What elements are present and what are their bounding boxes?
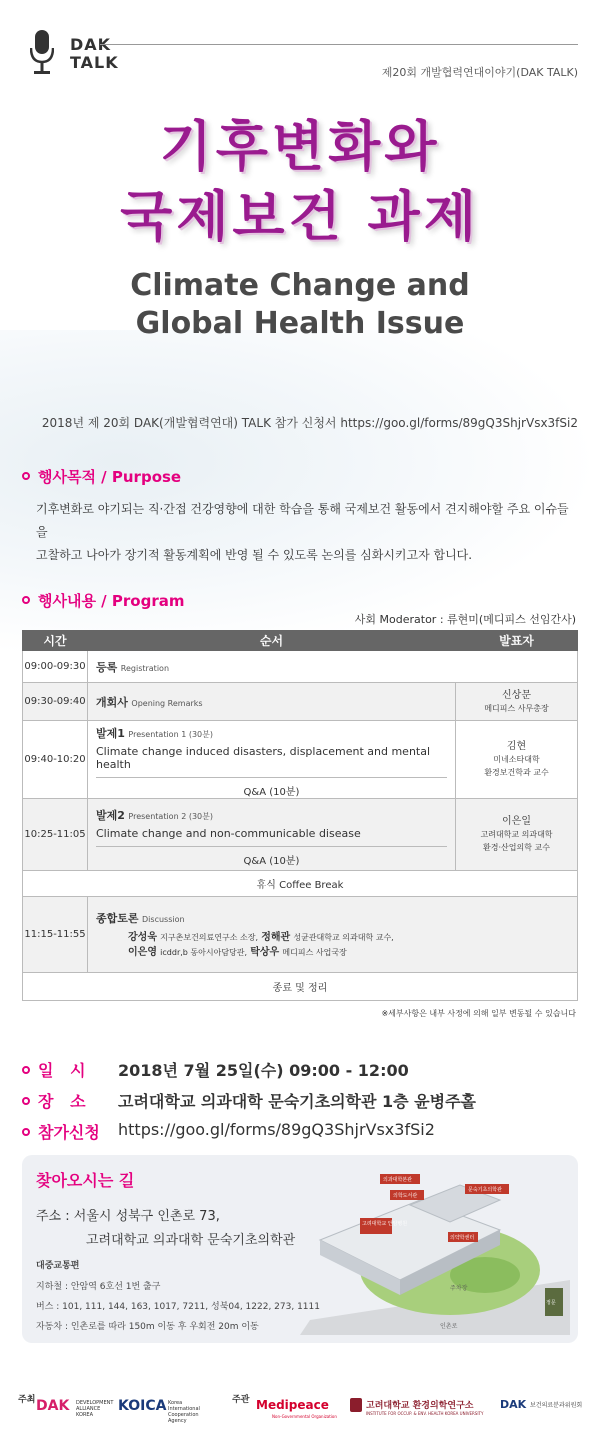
dak-health-logo: DAK (500, 1398, 527, 1411)
organizer-label: 주관 (232, 1395, 250, 1405)
apply-label: 참가신청 (22, 1120, 100, 1143)
table-row: 11:15-11:55 종합토론 Discussion 강성욱 지구촌보건의료연구소 소장, 정해관 성균관대학교 의과대학 교수, 이은영 icddr,b 동아시아담당관, 탁상우 메디피스 사업국장 (23, 897, 578, 973)
address-line1: 주소 : 서울시 성북구 인촌로 73, (36, 1209, 220, 1224)
address-line2: 고려대학교 의과대학 문숙기초의학관 (86, 1233, 296, 1248)
table-row: 10:25-11:05 발제2 Presentation 2 (30분) Climate change and non-communicable disease Q&A (10분) 이은일 고려대학교 의과대학 환경·산업의학 교수 (23, 799, 578, 871)
table-row: 휴식 Coffee Break (23, 871, 578, 897)
brand-logo: DAK TALK (70, 35, 119, 73)
purpose-text: 기후변화로 야기되는 직·간접 건강영향에 대한 학습을 통해 국제보건 활동에서 견지해야할 주요 이슈들을 고찰하고 나아가 장기적 활동계획에 반영 될 수 있도록 논의를 심화시키고자 합니다. (36, 502, 569, 562)
program-table (22, 630, 578, 1001)
table-row: 종료 및 정리 (23, 973, 578, 1001)
transit-bus: 버스 : 101, 111, 144, 163, 1017, 7211, 성북04, 1222, 273, 1111 (36, 1302, 320, 1312)
host-label: 주최 (18, 1395, 36, 1405)
transit-heading: 대중교통편 (36, 1261, 80, 1271)
header-divider (100, 44, 578, 45)
circle-bullet-icon (22, 472, 30, 480)
campus-map (300, 1170, 570, 1335)
header-subtitle: 제20회 개발협력연대이야기(DAK TALK) (381, 66, 578, 79)
title-en-line2: Global Health Issue (135, 306, 465, 341)
microphone-icon (30, 30, 54, 76)
col-order: 순서 (88, 631, 456, 651)
title-en-line1: Climate Change and (130, 268, 470, 303)
map-label: 주차장 (450, 1285, 468, 1292)
title-ko-line2: 국제보건 과제 (120, 185, 480, 248)
circle-bullet-icon (22, 1097, 30, 1105)
apply-link[interactable]: https://goo.gl/forms/89gQ3ShjrVsx3fSi2 (118, 1120, 435, 1139)
purpose-heading: 행사목적 / Purpose (22, 466, 181, 487)
transit-car: 자동차 : 인촌로를 따라 150m 이동 후 우회전 20m 이동 (36, 1322, 259, 1332)
map-label: 고려대학교 안암병원 (362, 1221, 408, 1227)
dak-logo: DAK (36, 1398, 70, 1414)
circle-bullet-icon (22, 1128, 30, 1136)
col-time: 시간 (23, 631, 88, 651)
map-label: 의약학센터 (450, 1235, 475, 1241)
map-label: 인촌로 (440, 1323, 458, 1330)
note: ※세부사항은 내부 사정에 의해 일부 변동될 수 있습니다 (381, 1009, 576, 1018)
moderator: 사회 Moderator : 류현미(메디피스 선임간사) (354, 613, 576, 626)
korea-univ-logo: 고려대학교 환경의학연구소 (366, 1401, 474, 1411)
place-value: 고려대학교 의과대학 문숙기초의학관 1층 윤병주홀 (118, 1092, 476, 1111)
col-presenter: 발표자 (456, 631, 578, 651)
transit-subway: 지하철 : 안암역 6호선 1번 출구 (36, 1282, 161, 1292)
table-row: 09:30-09:40 개회사 Opening Remarks 신상문 메디피스 사무총장 (23, 683, 578, 721)
date-label: 일 시 (22, 1058, 86, 1081)
koica-logo: KOICA (118, 1398, 167, 1414)
table-row: 09:40-10:20 발제1 Presentation 1 (30분) Climate change induced disasters, displacement and mental health Q&A (10분) 김현 미네소타대학 환경보건학과 교수 (23, 721, 578, 799)
place-label: 장 소 (22, 1089, 86, 1112)
circle-bullet-icon (22, 596, 30, 604)
medipeace-logo: Medipeace (256, 1398, 329, 1412)
korea-univ-emblem-icon (350, 1398, 362, 1412)
map-label: 정문 (546, 1300, 556, 1306)
circle-bullet-icon (22, 1066, 30, 1074)
map-label: 의과대학본관 (383, 1177, 412, 1183)
program-heading: 행사내용 / Program (22, 590, 184, 611)
date-value: 2018년 7월 25일(수) 09:00 - 12:00 (118, 1061, 409, 1080)
table-row: 09:00-09:30 등록 Registration (23, 651, 578, 683)
directions-heading: 찾아오시는 길 (36, 1171, 135, 1190)
application-link[interactable]: 2018년 제 20회 DAK(개발협력연대) TALK 참가 신청서 https://goo.gl/forms/89gQ3ShjrVsx3fSi2 (41, 416, 578, 430)
map-label: 문숙기초의학관 (468, 1187, 502, 1193)
title-ko-line1: 기후변화와 (159, 115, 441, 178)
map-label: 의학도서관 (393, 1193, 418, 1199)
